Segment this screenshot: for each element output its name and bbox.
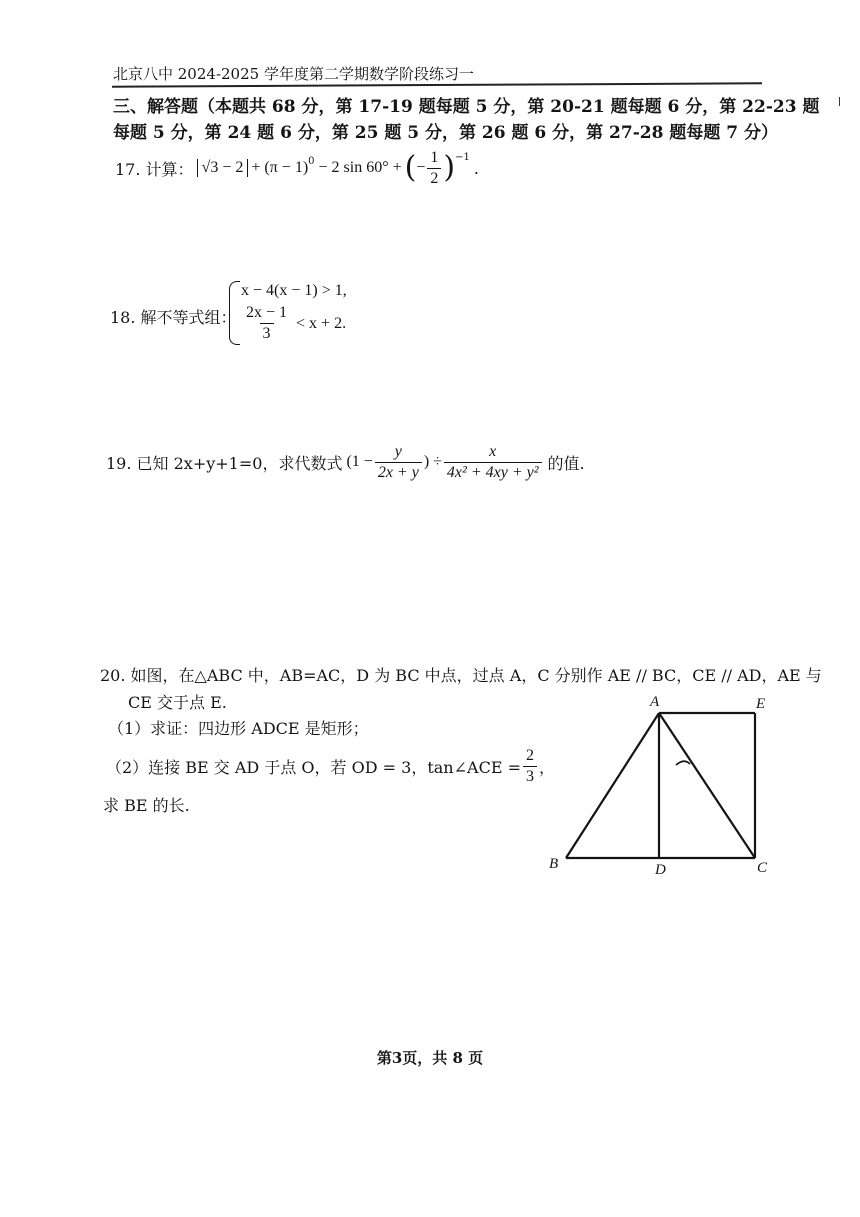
q19-f1-den: 2x + y [375,462,422,482]
q17-exp0: 0 [308,156,315,167]
q17-abs-expr: √3 − 2 [197,159,249,177]
q17-frac-den: 2 [427,168,441,188]
q17-frac-num: 1 [430,148,439,166]
q18-frac-num: 2x − 1 [246,304,288,321]
q20-part1: （1）求证：四边形 ADCE 是矩形； [108,719,369,738]
q19-tail: 的值. [547,453,585,473]
q18-label: 18. 解不等式组： [110,308,237,327]
q17-lparen: ( [404,150,417,185]
angle-mark [676,761,690,765]
q19-f2-num: x [489,442,497,460]
q18-line2-rest: < x + 2. [296,314,347,332]
q19-expr-mid: ) ÷ [423,453,442,470]
q18-frac-den: 3 [260,323,274,343]
q19-expr-open: (1 − [346,453,373,470]
section-heading-line2: 每题 5 分，第 24 题 6 分，第 25 题 5 分，第 26 题 6 分，第 27-28 题每题 7 分） [113,123,779,143]
section-heading-line1: 三、解答题（本题共 68 分，第 17-19 题每题 5 分，第 20-21 题每题 6 分，第 22-23 题 [113,97,820,117]
segment-ab [566,713,659,858]
q20-frac-num: 2 [526,747,534,764]
label-point-c: C [757,860,768,876]
q19-f1-num: y [394,442,402,460]
label-point-a: A [650,694,660,710]
q17-end: . [473,158,479,178]
q17-exp-neg1: −1 [455,152,470,163]
q17-mid-expr: + (π − 1) [251,159,309,176]
q20-frac-den: 3 [523,766,537,786]
q17-rparen: ) [443,150,456,185]
q20-part2-text: （2）连接 BE 交 AD 于点 O，若 OD = 3，tan∠ACE = [106,758,521,777]
q17-label: 17. 计算： [115,159,194,179]
q19-f2-den: 4x² + 4xy + y² [444,462,542,482]
label-point-b: B [549,856,559,872]
header-title: 北京八中 2024-2025 学年度第二学期数学阶段练习一 [113,65,474,83]
q17-sin-expr: − 2 sin 60° + [318,159,402,176]
q20-part2-end: ， [539,758,556,777]
q19-label: 19. 已知 2x+y+1=0，求代数式 [106,453,343,473]
q20-part3: 求 BE 的长. [103,796,190,815]
segment-ac [659,713,755,858]
page-footer: 第3页，共 8 页 [376,1049,484,1067]
q20-line1: 20. 如图，在△ABC 中，AB=AC，D 为 BC 中点，过点 A，C 分别作 AE // BC，CE // AD，AE 与 [100,666,822,685]
q20-line2: CE 交于点 E. [128,693,227,712]
question-17: 17. 计算： √3 − 2 + (π − 1) $^0$ − 2 sin 60° + ( − $\frac{1}{2}$ ) $^{-1}$ . [115,148,479,187]
label-point-d: D [655,862,666,878]
label-point-e: E [756,696,766,712]
q18-line1: x − 4(x − 1) > 1, [241,282,347,299]
